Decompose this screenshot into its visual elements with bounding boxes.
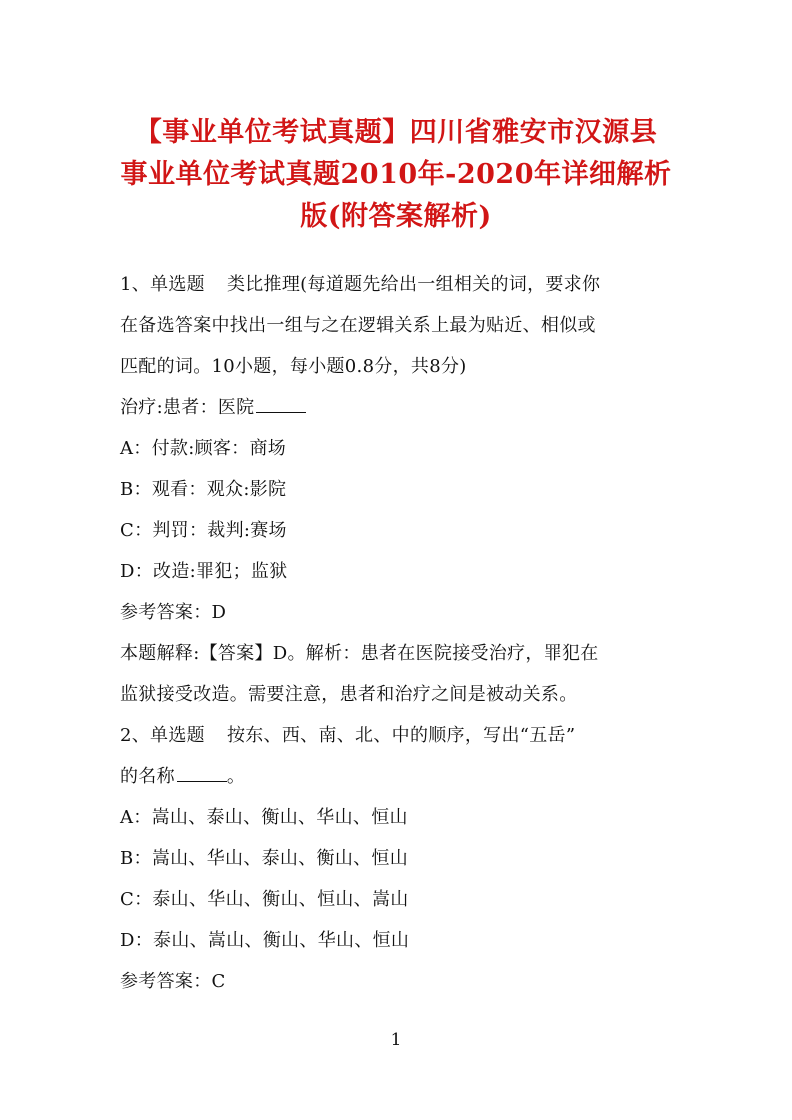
q1-explain-line-1: 本题解释:【答案】D。解析：患者在医院接受治疗，罪犯在 [120,643,599,664]
document-body [120,264,676,1002]
q1-stem [120,387,676,428]
q1-stem-text: 治疗:患者：医院 [120,397,255,418]
q1-option-d: D：改造:罪犯；监狱 [120,561,288,582]
q2-option-b: B：嵩山、华山、泰山、衡山、恒山 [120,848,409,869]
q1-option-c: C：判罚：裁判:赛场 [120,520,287,541]
q1-answer: 参考答案：D [120,602,227,623]
q2-intro-line-1 [120,715,676,756]
q2-intro-line-2-end: 。 [226,766,246,787]
q1-intro-text: 类比推理(每道题先给出一组相关的词，要求你 [226,274,601,295]
q1-explain-line-2: 监狱接受改造。需要注意，患者和治疗之间是被动关系。 [120,684,578,705]
q1-intro-line-2: 在备选答案中找出一组与之在逻辑关系上最为贴近、相似或 [120,315,596,336]
q2-answer: 参考答案：C [120,971,226,992]
title-line-2: 事业单位考试真题2010年-2020年详细解析 [120,159,672,190]
q1-number: 1、单选题 [120,274,205,295]
document-title [110,112,682,238]
q2-option-a: A：嵩山、泰山、衡山、华山、恒山 [120,807,408,828]
q2-intro-line-2 [120,756,676,797]
q2-option-d: D：泰山、嵩山、衡山、华山、恒山 [120,930,410,951]
q2-number: 2、单选题 [120,725,205,746]
page-number: 1 [390,1030,402,1050]
q1-intro-line-1 [120,264,676,305]
q1-intro-line-3: 匹配的词。10小题，每小题0.8分，共8分) [120,356,467,377]
title-line-1: 【事业单位考试真题】四川省雅安市汉源县 [134,117,658,148]
q1-blank [256,411,306,413]
q2-intro-text: 按东、西、南、北、中的顺序，写出“五岳” [226,725,576,746]
q2-blank [177,780,227,782]
q2-option-c: C：泰山、华山、衡山、恒山、嵩山 [120,889,409,910]
q2-intro-line-2-text: 的名称 [120,766,175,787]
q1-option-b: B：观看：观众:影院 [120,479,287,500]
title-line-3: 版(附答案解析) [300,201,492,232]
q1-option-a: A：付款:顾客：商场 [120,438,287,459]
